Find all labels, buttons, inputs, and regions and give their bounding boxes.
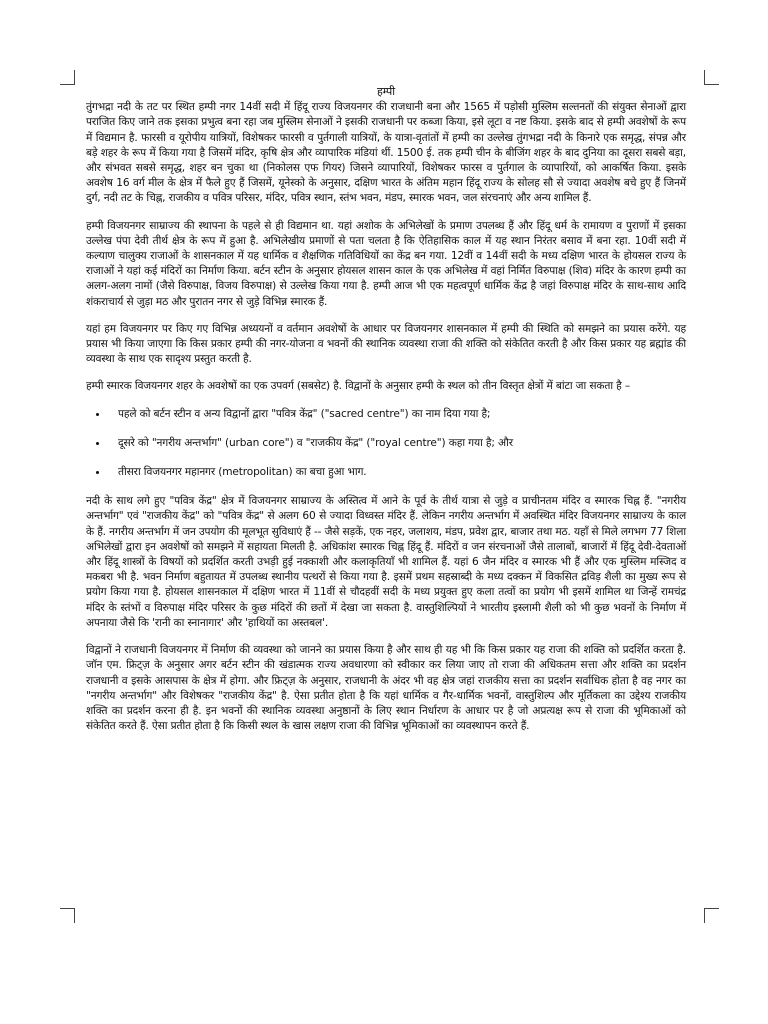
zone-list <box>86 407 686 481</box>
page-title: हम्पी <box>377 85 395 98</box>
list-item: • पहले को बर्टन स्टीन व अन्य विद्वानों द्वारा "पवित्र केंद्र" ("sacred centre") का नाम दिया गया है; <box>108 407 686 422</box>
crop-mark-bottom-right <box>704 908 719 923</box>
document-page <box>86 84 686 746</box>
crop-mark-top-right <box>704 70 719 85</box>
paragraph-1: तुंगभद्रा नदी के तट पर स्थित हम्पी नगर 14वीं सदी में हिंदू राज्य विजयनगर की राजधानी बना और 1565 में पड़ोसी मुस्लिम सल्तनतों की संयुक्त सेनाओं द्वारा पराजित किए जाने तक इसका प्रभुत्व बना रहा जब मुस्लिम सेनाओं ने इसकी राजधानी पर कब्जा किया, इसे लूटा व नष्ट किया. इसके बाद से हम्पी अवशेषों के रूप में विद्यमान है. फारसी व यूरोपीय यात्रियों, विशेषकर फारसी व पुर्तगाली यात्रियों, के यात्रा-वृतांतों में हम्पी का उल्लेख तुंगभद्रा नदी के किनारे एक समृद्ध, संपन्न और बड़े शहर के रूप में किया गया है जिसमें मंदिर, कृषि क्षेत्र और व्यापारिक मंडियां थीं. 1500 ई. तक हम्पी चीन के बीजिंग शहर के बाद दुनिया का दूसरा सबसे बड़ा, और संभवत सबसे समृद्ध, शहर बन चुका था (निकोलस एफ गियर) जिसने व्यापारियों, विशेषकर फारस व पुर्तगाल के व्यापारियों, को आकर्षित किया. इसके अवशेष 16 वर्ग मील के क्षेत्र में फैले हुए हैं जिसमें, यूनेस्को के अनुसार, दक्षिण भारत के अंतिम महान हिंदू राज्य के सोलह सौ से ज्यादा अवशेष बचे हुए हैं जिनमें दुर्ग, नदी तट के चिह्न, राजकीय व पवित्र परिसर, मंदिर, पवित्र स्थान, स्तंभ भवन, मंडप, स्मारक भवन, जल संरचनाएं और अन्य शामिल हैं. <box>86 101 686 205</box>
paragraph-6: विद्वानों ने राजधानी विजयनगर में निर्माण की व्यवस्था को जानने का प्रयास किया है और साथ ही यह भी कि किस प्रकार यह राजा की शक्ति को प्रदर्शित करता है. जॉन एम. फ्रिट्ज़ के अनुसार अगर बर्टन स्टीन की खंडात्मक राज्य अवधारणा को स्वीकार कर लिया जाए तो राजा की अधिकतम सत्ता और शक्ति का प्रदर्शन राजधानी व इसके आसपास के क्षेत्र में होगा. और फ्रिट्ज़ के अनुसार, राजधानी के अंदर भी वह क्षेत्र जहां राजकीय सत्ता का प्रदर्शन सर्वाधिक होता है वह नगर का "नगरीय अन्तर्भाग" और विशेषकर "राजकीय केंद्र" है. ऐसा प्रतीत होता है कि यहां धार्मिक व गैर-धार्मिक भवनों, वास्तुशिल्प और मूर्तिकला का उद्देश्य राजकीय शक्ति का प्रदर्शन करना ही है. इन भवनों की स्थानिक व्यवस्था अनुष्ठानों के लिए स्थान निर्धारण के आधार पर है जो अप्रत्यक्ष रूप से राजा की भूमिकाओं को संकेतित करते हैं. ऐसा प्रतीत होता है कि किसी स्थल के खास लक्षण राजा की विभिन्न भूमिकाओं का व्यवस्थापन करते हैं. <box>86 644 686 733</box>
crop-mark-bottom-left <box>60 908 75 923</box>
paragraph-5: नदी के साथ लगे हुए "पवित्र केंद्र" क्षेत्र में विजयनगर साम्राज्य के अस्तित्व में आने के पूर्व के तीर्थ यात्रा से जुड़े व प्राचीनतम मंदिर व स्मारक चिह्न हैं. "नगरीय अन्तर्भाग" एवं "राजकीय केंद्र" को "पवित्र केंद्र" से अलग 60 से ज्यादा विध्वस्त मंदिर हैं. लेकिन नगरीय अन्तर्भाग में अवस्थित मंदिर विजयनगर साम्राज्य के काल के हैं. नगरीय अन्तर्भाग में जन उपयोग की मूलभूत सुविधाएं हैं -- जैसे सड़कें, एक नहर, जलाशय, मंडप, प्रवेश द्वार, बाजार तथा मठ. यहाँ से मिले लगभग 77 शिला अभिलेखों द्वारा इन अवशेषों को समझने में सहायता मिलती है. अधिकांश स्मारक चिह्न हिंदू हैं. मंदिरों व जन संरचनाओं जैसे तालाबों, बाजारों में हिंदू देवी-देवताओं और हिंदू शास्त्रों के विषयों को प्रदर्शित करती उभड़ी हुई नक्काशी और कलाकृतियाँ भी शामिल हैं. यहां 6 जैन मंदिर व स्मारक भी हैं और एक मुस्लिम मस्जिद व मकबरा भी है. भवन निर्माण बहुतायत में उपलब्ध स्थानीय पत्थरों से किया गया है. इसमें प्रथम सहस्राब्दी के मध्य दक्कन में विकसित द्रविड़ शैली का मुख्य रूप से प्रयोग किया गया है. होयसल शासनकाल में दक्षिण भारत में 11वीं से चौदहवीं सदी के मध्य प्रयुक्त हुए कला तत्वों का प्रयोग भी इसमें शामिल था जिन्हें रामचंद्र मंदिर के स्तंभों व विरुपाक्ष मंदिर परिसर के कुछ मंदिरों की छतों में देखा जा सकता है. वास्तुशिल्पियों ने भारतीय इस्लामी शैली को भी कुछ भवनों के निर्माण में अपनाया जैसे कि 'रानी का स्नानागार' और 'हाथियों का अस्तबल'. <box>86 495 686 629</box>
list-item: • दूसरे को "नगरीय अन्तर्भाग" (urban core") व "राजकीय केंद्र" ("royal centre") कहा गया है; और <box>108 436 686 451</box>
paragraph-3: यहां हम विजयनगर पर किए गए विभिन्न अध्ययनों व वर्तमान अवशेषों के आधार पर विजयनगर शासनकाल में हम्पी की स्थिति को समझने का प्रयास करेंगे. यह प्रयास भी किया जाएगा कि किस प्रकार हम्पी की नगर-योजना व भवनों की स्थानिक व्यवस्था राजा की शक्ति को संकेतित करती है और किस प्रकार यह ब्रह्मांड की व्यवस्था के साथ एक सादृश्य प्रस्तुत करती है. <box>86 322 686 366</box>
list-item: • तीसरा विजयनगर महानगर (metropolitan) का बचा हुआ भाग. <box>108 465 686 480</box>
crop-mark-top-left <box>60 70 75 85</box>
paragraph-4: हम्पी स्मारक विजयनगर शहर के अवशेषों का एक उपवर्ग (सबसेट) है. विद्वानों के अनुसार हम्पी के स्थल को तीन विस्तृत क्षेत्रों में बांटा जा सकता है – <box>86 380 631 393</box>
paragraph-2: हम्पी विजयनगर साम्राज्य की स्थापना के पहले से ही विद्यमान था. यहां अशोक के अभिलेखों के प्रमाण उपलब्ध हैं और हिंदू धर्म के रामायण व पुराणों में इसका उल्लेख पंपा देवी तीर्थ क्षेत्र के रूप में हुआ है. अभिलेखीय प्रमाणों से पता चलता है कि ऐतिहासिक काल में यह स्थान निरंतर बसाव में बना रहा. 10वीं सदी में कल्याण चालुक्य राजाओं के शासनकाल में यह धार्मिक व शैक्षणिक गतिविधियों का केंद्र बन गया. 12वीं व 14वीं सदी के मध्य दक्षिण भारत के होयसल राज्य के राजाओं ने यहां कई मंदिरों का निर्माण किया. बर्टन स्टीन के अनुसार होयसल शासन काल के एक अभिलेख में वहां निर्मित विरुपाक्ष (शिव) मंदिर के कारण हम्पी का अलग-अलग नामों (जैसे विरुपाक्ष, विजय विरुपाक्ष) से उल्लेख किया गया है. हम्पी आज भी एक महत्वपूर्ण धार्मिक केंद्र है जहां विरुपाक्ष मंदिर के साथ-साथ आदि शंकराचार्य से जुड़ा मठ और पुरातन नगर से जुड़े विभिन्न स्मारक हैं. <box>86 219 686 308</box>
